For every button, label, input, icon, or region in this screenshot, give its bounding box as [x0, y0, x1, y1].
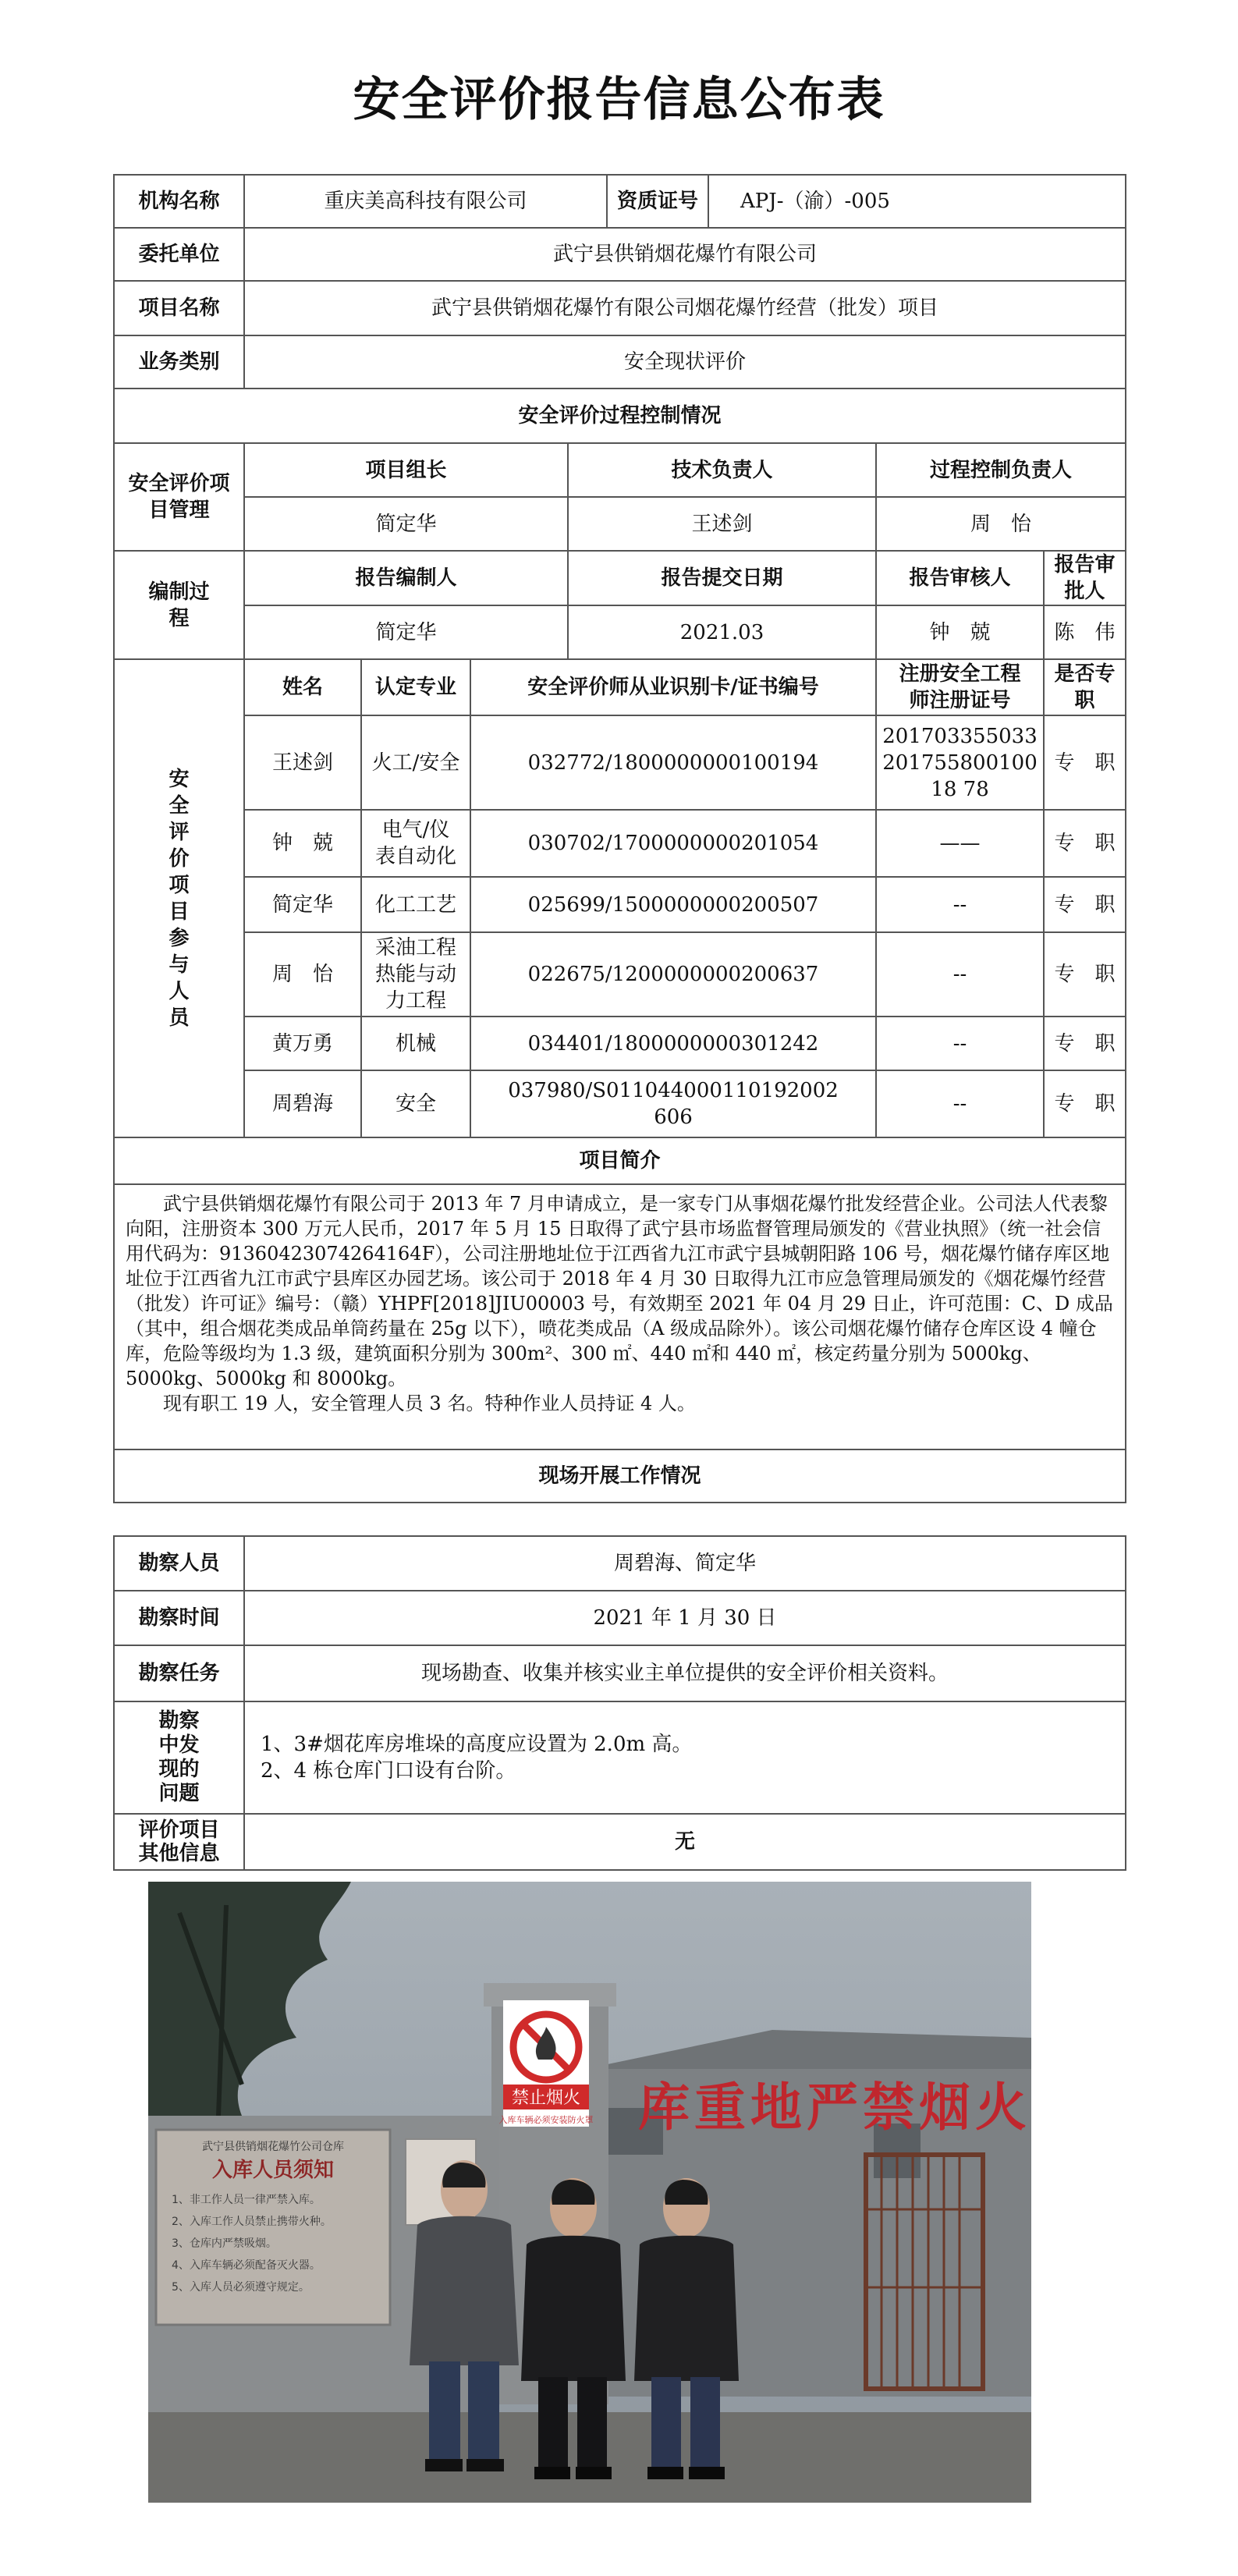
- notice-board: [156, 2130, 390, 2325]
- staff-reg: 20170335503320175580010018 78: [876, 715, 1044, 810]
- compile-value-reviewer: 钟 兢: [876, 605, 1044, 659]
- compile-value-date: 2021.03: [568, 605, 876, 659]
- staff-card: 032772/1800000000100194: [470, 715, 876, 810]
- mgmt-header-tech: 技术负责人: [568, 443, 876, 497]
- info-table: [113, 174, 1126, 1503]
- staff-major: 机械: [361, 1017, 470, 1070]
- staff-fulltime: 专 职: [1044, 877, 1126, 932]
- intro-paragraph: 武宁县供销烟花爆竹有限公司于 2013 年 7 月申请成立，是一家专门从事烟花爆竹批发经营企业。公司法人代表黎向阳，注册资本 300 万元人民币，2017 年 5 月 15 日取得了武宁县市场监督管理局颁发的《营业执照》（统一社会信用代码为：91360423074264164F），公司注册地址位于江西省九江市武宁县城朝阳路 106 号，烟花爆竹储存库区地址位于江西省九江市武宁县库区办园艺场。该公司于 2018 年 4 月 30 日取得九江市应急管理局颁发的《烟花爆竹经营（批发）许可证》编号：（赣）YHPF[2018]JIU00003 号，有效期至 2021 年 04 月 29 日止，许可范围：C、D 成品（其中，组合烟花类成品单筒药量在 25g 以下），喷花类成品（A 级成品除外）。该公司烟花爆竹储存仓库区设 4 幢仓库，危险等级均为 1.3 级，建筑面积分别为 300m²、300 ㎡、440 ㎡和 440 ㎡，核定药量分别为 5000kg、5000kg、5000kg 和 8000kg。: [126, 1193, 1113, 1389]
- staff-card: 025699/1500000000200507: [470, 877, 876, 932]
- table-row: [114, 810, 1126, 877]
- staff-label: 安全评价项目参与人员: [114, 659, 244, 1137]
- staff-name: 简定华: [244, 877, 361, 932]
- staff-card: 037980/S011044000110192002606: [470, 1070, 876, 1137]
- staff-name: 周 怡: [244, 932, 361, 1017]
- page-title: 安全评价报告信息公布表: [353, 73, 885, 127]
- notice-line: 5、入库人员必须遵守规定。: [172, 2281, 310, 2294]
- compile-value-approver: 陈 伟: [1044, 605, 1126, 659]
- staff-name: 钟 兢: [244, 810, 361, 877]
- site-table: [113, 1535, 1126, 1871]
- list-item: 1、3#烟花库房堆垛的高度应设置为 2.0m 高。: [261, 1733, 693, 1756]
- site-section-title: 现场开展工作情况: [114, 1449, 1126, 1503]
- org-value: 重庆美高科技有限公司: [244, 175, 607, 228]
- compile-header-author: 报告编制人: [244, 551, 568, 605]
- project-label: 项目名称: [114, 281, 244, 335]
- mgmt-label: 安全评价项目管理: [114, 443, 244, 551]
- business-label: 业务类别: [114, 335, 244, 389]
- staff-name: 王述剑: [244, 715, 361, 810]
- staff-major: 采油工程热能与动力工程: [361, 932, 470, 1017]
- notice-company: 武宁县供销烟花爆竹公司仓库: [202, 2141, 344, 2153]
- staff-reg: --: [876, 1017, 1044, 1070]
- small-sign-text: 入库车辆必须安装防火罩: [498, 2115, 594, 2125]
- staff-reg: --: [876, 877, 1044, 932]
- table-row: [114, 1017, 1126, 1070]
- staff-major: 化工工艺: [361, 877, 470, 932]
- list-item: 2、4 栋仓库门口设有台阶。: [261, 1759, 516, 1783]
- staff-major: 安全: [361, 1070, 470, 1137]
- wall-slogan: 库重地严禁烟火: [638, 2077, 1031, 2138]
- surveyor-value: 周碧海、简定华: [244, 1536, 1126, 1591]
- staff-card: 022675/1200000000200637: [470, 932, 876, 1017]
- cert-label: 资质证号: [607, 175, 708, 228]
- intro-text: [114, 1184, 1126, 1449]
- other-label: 评价项目其他信息: [114, 1814, 244, 1870]
- cert-value: APJ-（渝）-005: [708, 175, 1126, 228]
- notice-line: 1、非工作人员一律严禁入库。: [172, 2194, 321, 2206]
- staff-reg: --: [876, 932, 1044, 1017]
- compile-header-reviewer: 报告审核人: [876, 551, 1044, 605]
- surveyor-label: 勘察人员: [114, 1536, 244, 1591]
- business-value: 安全现状评价: [244, 335, 1126, 389]
- compile-value-author: 简定华: [244, 605, 568, 659]
- notice-line: 3、仓库内严禁吸烟。: [172, 2237, 277, 2250]
- table-row: [114, 1070, 1126, 1137]
- problems-list: [244, 1701, 1126, 1814]
- task-value: 现场勘查、收集并核实业主单位提供的安全评价相关资料。: [244, 1645, 1126, 1701]
- staff-name: 周碧海: [244, 1070, 361, 1137]
- staff-major: 火工/安全: [361, 715, 470, 810]
- mgmt-value-leader: 简定华: [244, 497, 568, 551]
- mgmt-header-leader: 项目组长: [244, 443, 568, 497]
- staff-name: 黄万勇: [244, 1017, 361, 1070]
- table-row: [114, 932, 1126, 1017]
- staff-fulltime: 专 职: [1044, 1017, 1126, 1070]
- process-section-title: 安全评价过程控制情况: [114, 389, 1126, 443]
- site-photo-illustration: [148, 1882, 1031, 2503]
- compile-label: 编制过程: [114, 551, 244, 659]
- staff-fulltime: 专 职: [1044, 932, 1126, 1017]
- project-value: 武宁县供销烟花爆竹有限公司烟花爆竹经营（批发）项目: [244, 281, 1126, 335]
- compile-header-date: 报告提交日期: [568, 551, 876, 605]
- notice-title: 入库人员须知: [211, 2159, 335, 2182]
- mgmt-header-control: 过程控制负责人: [876, 443, 1126, 497]
- mgmt-value-tech: 王述剑: [568, 497, 876, 551]
- table-row: [114, 715, 1126, 810]
- staff-reg: --: [876, 1070, 1044, 1137]
- mgmt-value-control: 周 怡: [876, 497, 1126, 551]
- intro-paragraph: 现有职工 19 人，安全管理人员 3 名。特种作业人员持证 4 人。: [163, 1393, 696, 1414]
- time-value: 2021 年 1 月 30 日: [244, 1591, 1126, 1645]
- problems-label: 勘察中发现的问题: [114, 1701, 244, 1814]
- staff-header-reg: 注册安全工程师注册证号: [876, 659, 1044, 715]
- fire-sign-text: 禁止烟火: [511, 2088, 581, 2108]
- compile-header-approver: 报告审批人: [1044, 551, 1126, 605]
- staff-header-fulltime: 是否专职: [1044, 659, 1126, 715]
- staff-header-card: 安全评价师从业识别卡/证书编号: [470, 659, 876, 715]
- notice-line: 4、入库车辆必须配备灭火器。: [172, 2259, 321, 2272]
- time-label: 勘察时间: [114, 1591, 244, 1645]
- staff-fulltime: 专 职: [1044, 810, 1126, 877]
- no-fire-sign: [499, 2000, 594, 2127]
- site-photo: [148, 1882, 1031, 2503]
- staff-card: 034401/1800000000301242: [470, 1017, 876, 1070]
- staff-card: 030702/1700000000201054: [470, 810, 876, 877]
- client-value: 武宁县供销烟花爆竹有限公司: [244, 228, 1126, 281]
- intro-section-title: 项目简介: [114, 1137, 1126, 1184]
- task-label: 勘察任务: [114, 1645, 244, 1701]
- staff-major: 电气/仪表自动化: [361, 810, 470, 877]
- client-label: 委托单位: [114, 228, 244, 281]
- staff-fulltime: 专 职: [1044, 715, 1126, 810]
- staff-header-major: 认定专业: [361, 659, 470, 715]
- notice-line: 2、入库工作人员禁止携带火种。: [172, 2216, 332, 2228]
- staff-header-name: 姓名: [244, 659, 361, 715]
- table-row: [114, 877, 1126, 932]
- other-value: 无: [244, 1814, 1126, 1870]
- staff-reg: ——: [876, 810, 1044, 877]
- org-label: 机构名称: [114, 175, 244, 228]
- staff-fulltime: 专 职: [1044, 1070, 1126, 1137]
